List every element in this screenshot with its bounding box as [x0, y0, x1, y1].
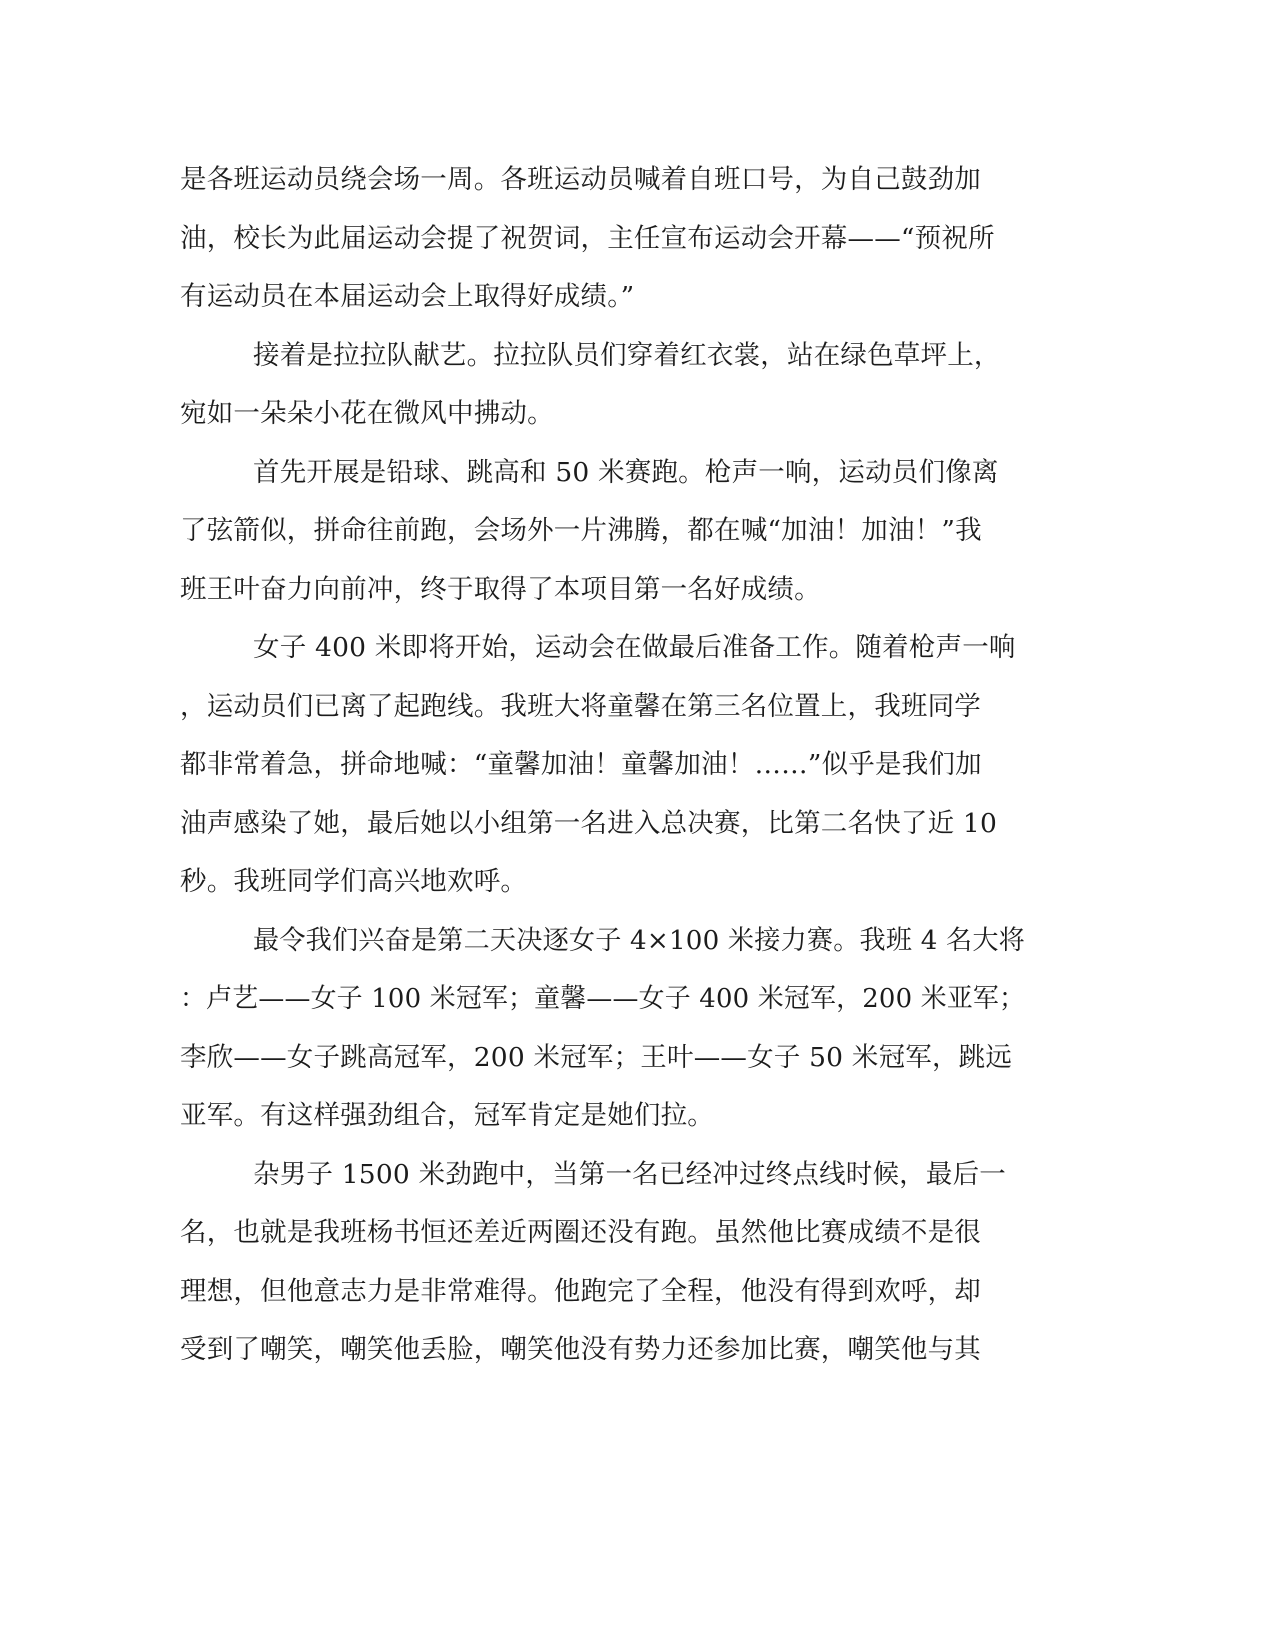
text-line: 宛如一朵朵小花在微风中拂动。 — [180, 398, 554, 429]
text-line: 最令我们兴奋是第二天决逐女子 4×100 米接力赛。我班 4 名大将 — [253, 925, 1025, 956]
text-line: 亚军。有这样强劲组合，冠军肯定是她们拉。 — [180, 1100, 714, 1131]
text-line: 名，也就是我班杨书恒还差近两圈还没有跑。虽然他比赛成绩不是很 — [180, 1217, 981, 1248]
text-line: 有运动员在本届运动会上取得好成绩。” — [180, 281, 635, 312]
text-line: 班王叶奋力向前冲，终于取得了本项目第一名好成绩。 — [180, 574, 821, 605]
text-line: 李欣——女子跳高冠军，200 米冠军；王叶——女子 50 米冠军，跳远 — [180, 1042, 1013, 1073]
text-line: 秒。我班同学们高兴地欢呼。 — [180, 866, 528, 897]
text-line: 女子 400 米即将开始，运动会在做最后准备工作。随着枪声一响 — [253, 632, 1016, 663]
text-line: 受到了嘲笑，嘲笑他丢脸，嘲笑他没有势力还参加比赛，嘲笑他与其 — [180, 1334, 981, 1365]
text-line: 理想，但他意志力是非常难得。他跑完了全程，他没有得到欢呼，却 — [180, 1276, 981, 1307]
text-line: ：卢艺——女子 100 米冠军；童馨——女子 400 米冠军，200 米亚军； — [180, 983, 1026, 1014]
text-line: 是各班运动员绕会场一周。各班运动员喊着自班口号，为自己鼓劲加 — [180, 164, 981, 195]
text-line: 接着是拉拉队献艺。拉拉队员们穿着红衣裳，站在绿色草坪上， — [253, 340, 1001, 371]
text-line: 油，校长为此届运动会提了祝贺词，主任宣布运动会开幕——“预祝所 — [180, 223, 995, 254]
text-line: ，运动员们已离了起跑线。我班大将童馨在第三名位置上，我班同学 — [180, 691, 981, 722]
text-line: 杂男子 1500 米劲跑中，当第一名已经冲过终点线时候，最后一 — [253, 1159, 1006, 1190]
text-line: 了弦箭似，拼命往前跑，会场外一片沸腾，都在喊“加油！加油！”我 — [180, 515, 982, 546]
text-line: 首先开展是铅球、跳高和 50 米赛跑。枪声一响，运动员们像离 — [253, 457, 999, 488]
text-line: 油声感染了她，最后她以小组第一名进入总决赛，比第二名快了近 10 — [180, 808, 998, 839]
text-line: 都非常着急，拼命地喊：“童馨加油！童馨加油！……”似乎是我们加 — [180, 749, 982, 780]
